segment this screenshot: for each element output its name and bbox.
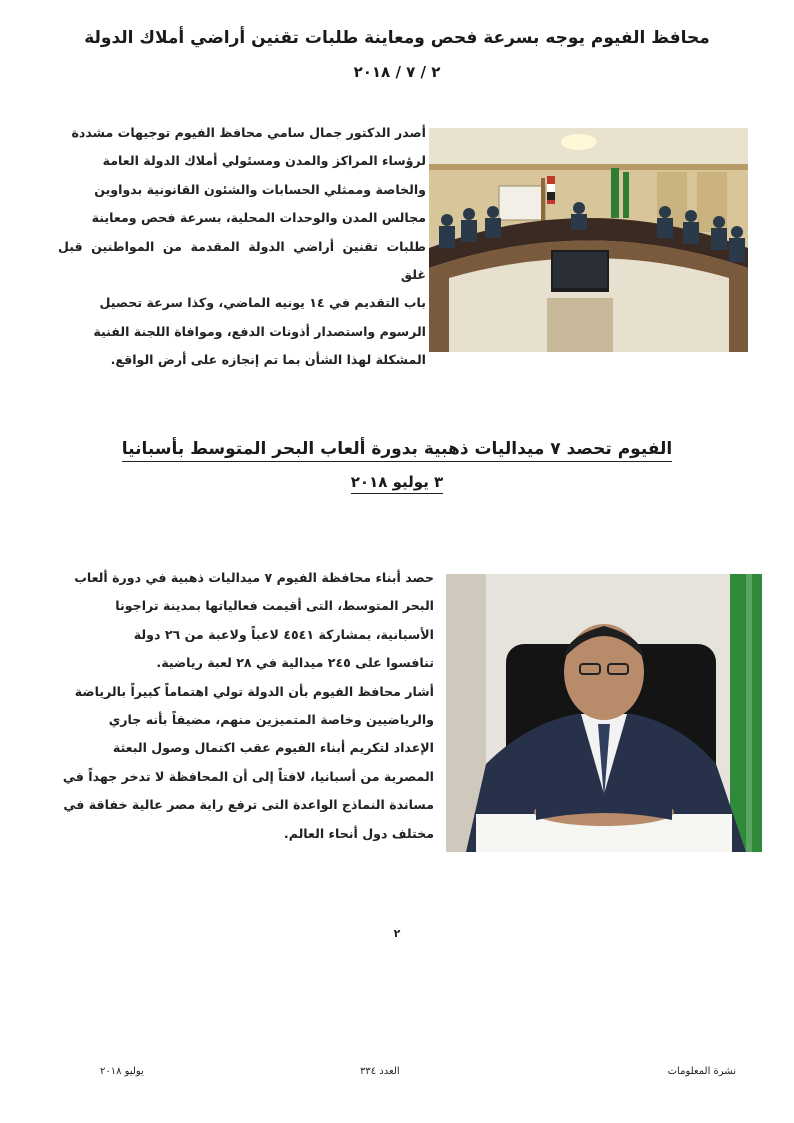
article1-line: المشكلة لهذا الشأن بما تم إنجازه على أرض الواقع. bbox=[110, 352, 426, 368]
meeting-room-image bbox=[429, 128, 748, 352]
article1-line: الرسوم واستصدار أذونات الدفع، وموافاة اللجنة الفنية bbox=[93, 323, 426, 339]
footer-issue: العدد ٣٣٤ bbox=[360, 1066, 400, 1077]
article1-title: محافظ الفيوم يوجه بسرعة فحص ومعاينة طلبات تقنين أراضي أملاك الدولة bbox=[84, 28, 710, 48]
article2-line: الأسبانية، بمشاركة ٤٥٤١ لاعباً ولاعبة من ٢٦ دولة bbox=[133, 626, 434, 642]
footer-month: يوليو ٢٠١٨ bbox=[100, 1066, 144, 1077]
governor-portrait bbox=[446, 574, 762, 852]
article2-line: أشار محافظ الفيوم بأن الدولة تولي اهتماماً كبيراً بالرياضة bbox=[74, 683, 434, 699]
article1-line: لرؤساء المراكز والمدن ومسئولي أملاك الدولة العامة bbox=[102, 153, 426, 169]
article2-line: مختلف دول أنحاء العالم. bbox=[283, 825, 434, 841]
article1-line: أصدر الدكتور جمال سامي محافظ الفيوم توجيهات مشددة bbox=[71, 125, 426, 140]
article2-title: الفيوم تحصد ٧ ميداليات ذهبية بدورة ألعاب البحر المتوسط بأسبانيا bbox=[60, 437, 734, 461]
governor-portrait-image bbox=[446, 574, 762, 852]
article1-line: مجالس المدن والوحدات المحلية، بسرعة فحص ومعاينة bbox=[91, 210, 426, 226]
page-number: ٢ bbox=[393, 927, 401, 940]
article1-date: ٢ / ٧ / ٢٠١٨ bbox=[353, 63, 441, 81]
footer-publication: نشرة المعلومات bbox=[667, 1066, 736, 1077]
article2-line: المصرية من أسبانيا، لافتاً إلى أن المحافظة لا تدخر جهداً في bbox=[62, 768, 434, 784]
article2-date: ٣ يوليو ٢٠١٨ bbox=[0, 471, 794, 493]
article2-line: مساندة النماذج الواعدة التى ترفع راية مصر عالية خفاقة في bbox=[63, 797, 434, 813]
article1-line: طلبات تقنين أراضي الدولة المقدمة من المواطنين قبل غلق bbox=[58, 238, 426, 283]
article2-body bbox=[58, 564, 434, 848]
article2-line: الإعداد لتكريم أبناء الفيوم عقب اكتمال وصول البعثة bbox=[112, 740, 434, 756]
article2-line: البحر المتوسط، التى أقيمت فعالياتها بمدينة تراجونا bbox=[115, 598, 434, 614]
article2-line: تنافسوا على ٢٤٥ ميدالية في ٢٨ لعبة رياضية. bbox=[156, 655, 434, 671]
article2-line: والرياضيين وخاصة المتميزين منهم، مضيفاً بأنه جاري bbox=[108, 712, 434, 728]
article1-line: والخاصة وممثلي الحسابات والشئون القانونية بدواوين bbox=[94, 181, 426, 197]
article2-line: حصد أبناء محافظة الفيوم ٧ ميداليات ذهبية في دورة ألعاب bbox=[74, 570, 434, 585]
article1-line: باب التقديم في ١٤ يونيه الماضي، وكذا سرعة تحصيل bbox=[99, 295, 426, 311]
article1-body bbox=[58, 119, 426, 375]
meeting-photo bbox=[429, 128, 748, 352]
